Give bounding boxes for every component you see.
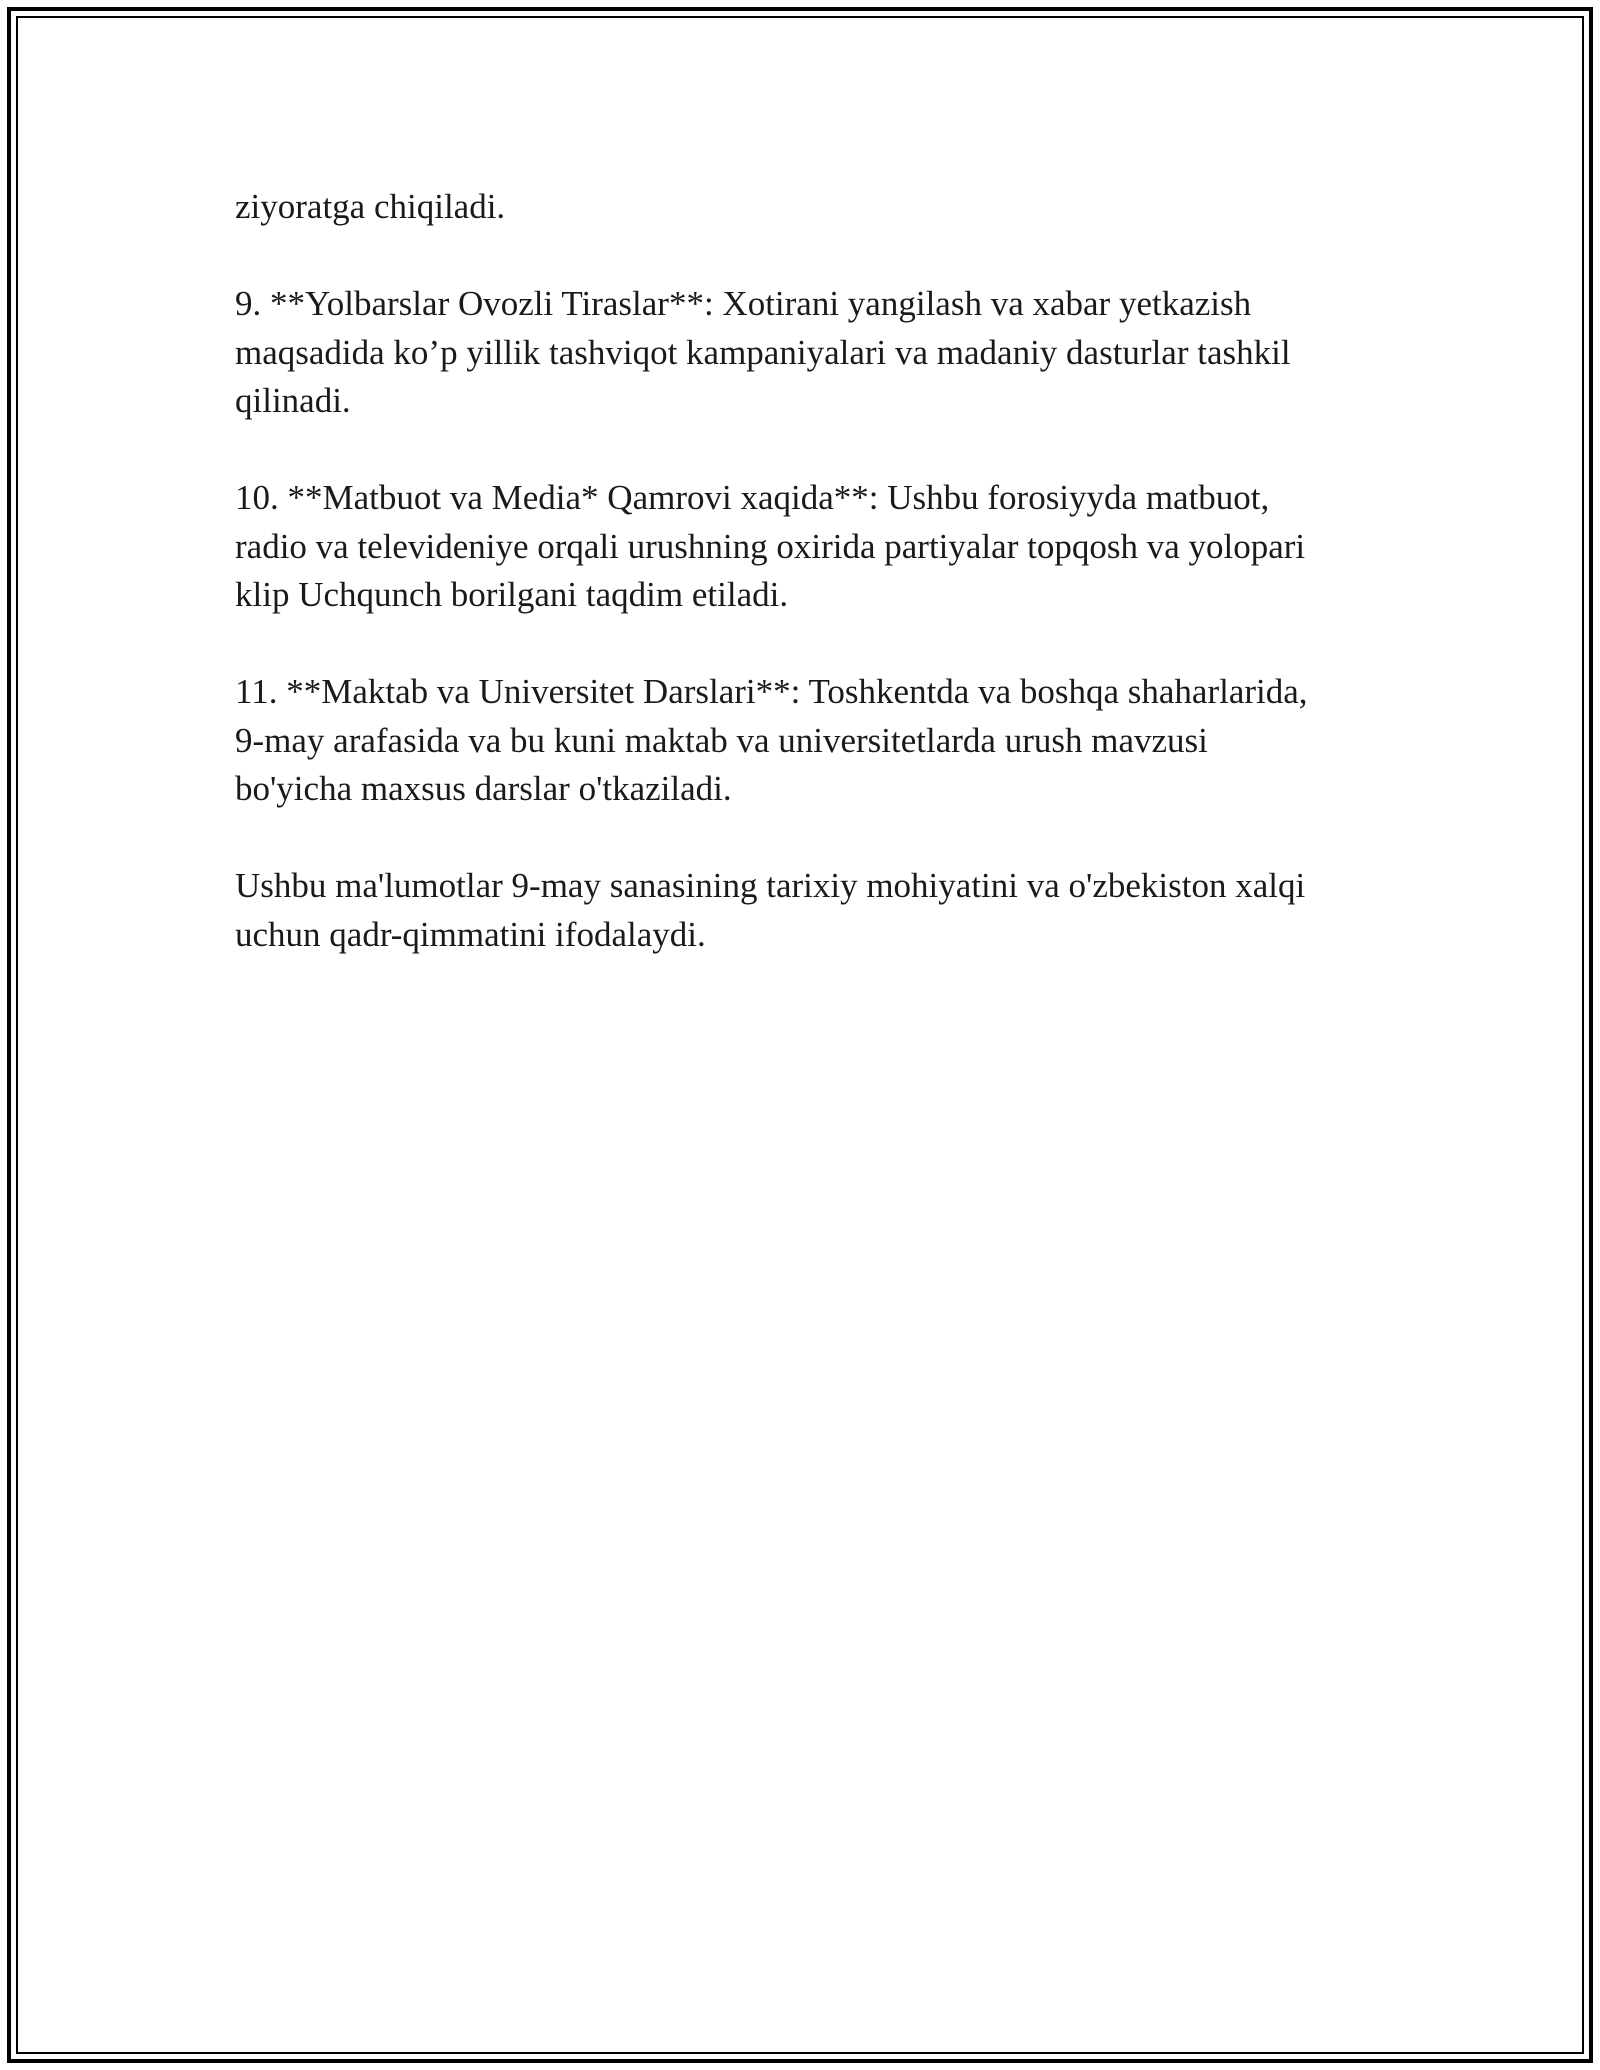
text-line: radio va televideniye orqali urushning oxirida partiyalar topqosh va yolopari (235, 526, 1306, 566)
text-line: maqsadida ko’p yillik tashviqot kampaniyalari va madaniy dasturlar tashkil (235, 332, 1291, 372)
text-line: qilinadi. (235, 381, 351, 420)
text-line: 11. **Maktab va Universitet Darslari**: Toshkentda va boshqa shaharlarida, (235, 672, 1308, 711)
text-line: 10. **Matbuot va Media* Qamrovi xaqida**: Ushbu forosiyyda matbuot, (235, 478, 1270, 517)
paragraph-item-11 (235, 668, 1395, 814)
text-line: uchun qadr-qimmatini ifodalaydi. (235, 914, 706, 954)
text-line: 9. **Yolbarslar Ovozli Tiraslar**: Xotirani yangilash va xabar yetkazish (235, 284, 1252, 323)
paragraph-conclusion (235, 862, 1395, 959)
paragraph-continuation (235, 183, 1395, 232)
text-line: bo'yicha maxsus darslar o'tkaziladi. (235, 769, 732, 808)
paragraph-item-9 (235, 280, 1395, 426)
text-line: ziyoratga chiqiladi. (235, 187, 506, 226)
paragraph-item-10 (235, 474, 1395, 620)
document-body (235, 183, 1395, 1008)
text-line: 9-may arafasida va bu kuni maktab va universitetlarda urush mavzusi (235, 720, 1208, 760)
text-line: Ushbu ma'lumotlar 9-may sanasining tarixiy mohiyatini va o'zbekiston xalqi (235, 866, 1306, 905)
text-line: klip Uchqunch borilgani taqdim etiladi. (235, 575, 789, 614)
